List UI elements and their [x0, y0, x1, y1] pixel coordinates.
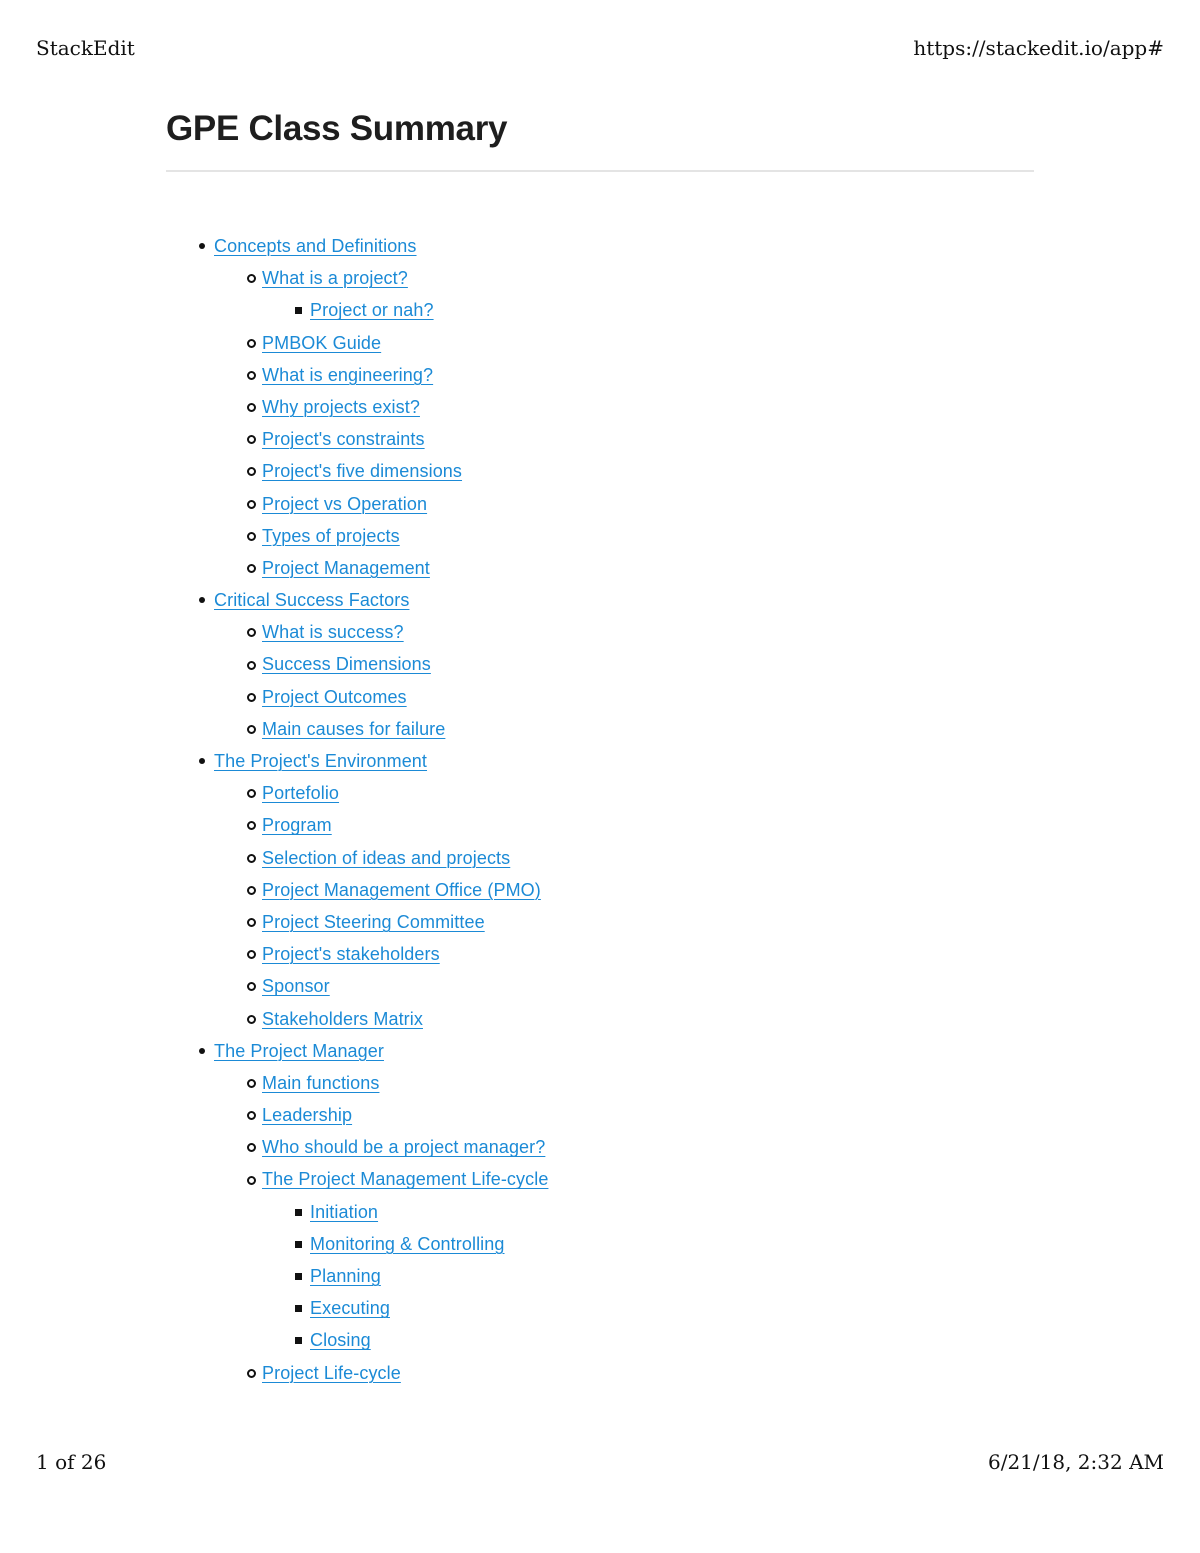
circle-bullet-icon	[247, 371, 256, 380]
toc-link[interactable]: Project Life-cycle	[262, 1362, 401, 1383]
toc-item	[262, 1003, 548, 1035]
toc-link[interactable]: What is success?	[262, 622, 404, 643]
toc-link[interactable]: Project Management Office (PMO)	[262, 879, 541, 900]
toc-item	[262, 1163, 548, 1195]
toc-item	[310, 294, 548, 326]
circle-bullet-icon	[247, 918, 256, 927]
toc-item	[262, 1357, 548, 1389]
toc-link[interactable]: Main functions	[262, 1072, 380, 1093]
toc-link[interactable]: The Project's Environment	[214, 751, 428, 771]
toc-link[interactable]: Project vs Operation	[262, 493, 428, 514]
toc-link[interactable]: Project or nah?	[310, 300, 434, 321]
disc-bullet-icon	[199, 1048, 205, 1054]
square-bullet-icon	[295, 1209, 302, 1216]
circle-bullet-icon	[247, 725, 256, 734]
disc-bullet-icon	[199, 243, 205, 249]
toc-link[interactable]: What is engineering?	[262, 364, 434, 385]
toc-item	[214, 584, 548, 616]
circle-bullet-icon	[247, 1143, 256, 1152]
toc-item	[310, 1324, 548, 1356]
toc-link[interactable]: Success Dimensions	[262, 654, 431, 675]
toc-item	[262, 552, 548, 584]
toc-item	[262, 681, 548, 713]
toc-item	[262, 327, 548, 359]
toc-link[interactable]: Project Steering Committee	[262, 911, 485, 932]
disc-bullet-icon	[199, 758, 205, 764]
toc-link[interactable]: Project's five dimensions	[262, 461, 463, 482]
toc-link[interactable]: Selection of ideas and projects	[262, 847, 511, 868]
square-bullet-icon	[295, 1273, 302, 1280]
toc-link[interactable]: Project Outcomes	[262, 686, 407, 707]
toc-link[interactable]: Stakeholders Matrix	[262, 1008, 423, 1029]
toc-link[interactable]: Critical Success Factors	[214, 590, 410, 611]
toc-link[interactable]: Leadership	[262, 1105, 353, 1126]
toc-item	[262, 616, 548, 648]
toc-item	[262, 1067, 548, 1099]
circle-bullet-icon	[247, 564, 256, 573]
circle-bullet-icon	[247, 1369, 256, 1378]
circle-bullet-icon	[247, 403, 256, 412]
page-title: GPE Class Summary	[166, 109, 508, 148]
toc-link[interactable]: Why projects exist?	[262, 396, 420, 417]
toc-item	[262, 391, 548, 423]
toc-item	[262, 777, 548, 809]
toc-link[interactable]: Portefolio	[262, 783, 340, 804]
circle-bullet-icon	[247, 854, 256, 863]
print-header	[0, 36, 1200, 62]
toc-link[interactable]: Closing	[310, 1330, 371, 1351]
toc-item	[262, 455, 548, 487]
toc-item	[310, 1228, 548, 1260]
toc-link[interactable]: Project's constraints	[262, 429, 425, 450]
toc-item	[262, 488, 548, 520]
square-bullet-icon	[295, 1305, 302, 1312]
circle-bullet-icon	[247, 821, 256, 830]
circle-bullet-icon	[247, 982, 256, 991]
square-bullet-icon	[295, 307, 302, 314]
toc-item	[262, 970, 548, 1002]
toc-item	[262, 938, 548, 970]
toc-link[interactable]: Planning	[310, 1266, 381, 1286]
toc-item	[310, 1260, 548, 1292]
toc-item	[262, 648, 548, 680]
circle-bullet-icon	[247, 1111, 256, 1120]
toc-link[interactable]: The Project Manager	[214, 1040, 384, 1061]
circle-bullet-icon	[247, 1079, 256, 1088]
toc-item	[262, 809, 548, 841]
toc-link[interactable]: Project's stakeholders	[262, 944, 440, 965]
toc-item	[214, 230, 548, 262]
table-of-contents	[214, 230, 548, 1389]
toc-item	[262, 906, 548, 938]
toc-item	[262, 359, 548, 391]
toc-item	[262, 713, 548, 745]
square-bullet-icon	[295, 1337, 302, 1344]
page-counter: 1 of 26	[36, 1450, 107, 1474]
print-footer	[0, 1450, 1200, 1476]
title-divider	[166, 170, 1034, 172]
toc-link[interactable]: What is a project?	[262, 268, 408, 289]
document	[166, 104, 1034, 172]
circle-bullet-icon	[247, 950, 256, 959]
print-header-app-name: StackEdit	[36, 36, 135, 60]
toc-link[interactable]: The Project Management Life-cycle	[262, 1169, 549, 1190]
toc-link[interactable]: Concepts and Definitions	[214, 236, 417, 256]
circle-bullet-icon	[247, 789, 256, 798]
circle-bullet-icon	[247, 500, 256, 509]
toc-link[interactable]: Project Management	[262, 557, 430, 578]
toc-item	[262, 262, 548, 294]
circle-bullet-icon	[247, 886, 256, 895]
toc-item	[214, 1035, 548, 1067]
circle-bullet-icon	[247, 435, 256, 444]
circle-bullet-icon	[247, 661, 256, 670]
disc-bullet-icon	[199, 597, 205, 603]
circle-bullet-icon	[247, 467, 256, 476]
toc-link[interactable]: Executing	[310, 1298, 390, 1319]
toc-item	[262, 423, 548, 455]
circle-bullet-icon	[247, 1176, 256, 1185]
toc-link[interactable]: Program	[262, 815, 332, 836]
toc-link[interactable]: Sponsor	[262, 976, 330, 997]
toc-item	[310, 1292, 548, 1324]
print-timestamp: 6/21/18, 2:32 AM	[987, 1450, 1164, 1474]
circle-bullet-icon	[247, 693, 256, 702]
toc-item	[214, 745, 548, 777]
toc-item	[262, 1131, 548, 1163]
print-header-url: https://stackedit.io/app#	[913, 36, 1164, 60]
circle-bullet-icon	[247, 628, 256, 637]
toc-item	[262, 1099, 548, 1131]
toc-link[interactable]: Who should be a project manager?	[262, 1137, 546, 1158]
circle-bullet-icon	[247, 1015, 256, 1024]
square-bullet-icon	[295, 1241, 302, 1248]
circle-bullet-icon	[247, 339, 256, 348]
toc-item	[310, 1196, 548, 1228]
toc-link[interactable]: Monitoring & Controlling	[310, 1233, 505, 1254]
toc-link[interactable]: PMBOK Guide	[262, 332, 382, 353]
circle-bullet-icon	[247, 274, 256, 283]
toc-item	[262, 842, 548, 874]
toc-item	[262, 874, 548, 906]
toc-item	[262, 520, 548, 552]
toc-link[interactable]: Types of projects	[262, 525, 400, 546]
toc-link[interactable]: Initiation	[310, 1201, 379, 1222]
toc-link[interactable]: Main causes for failure	[262, 718, 446, 739]
circle-bullet-icon	[247, 532, 256, 541]
